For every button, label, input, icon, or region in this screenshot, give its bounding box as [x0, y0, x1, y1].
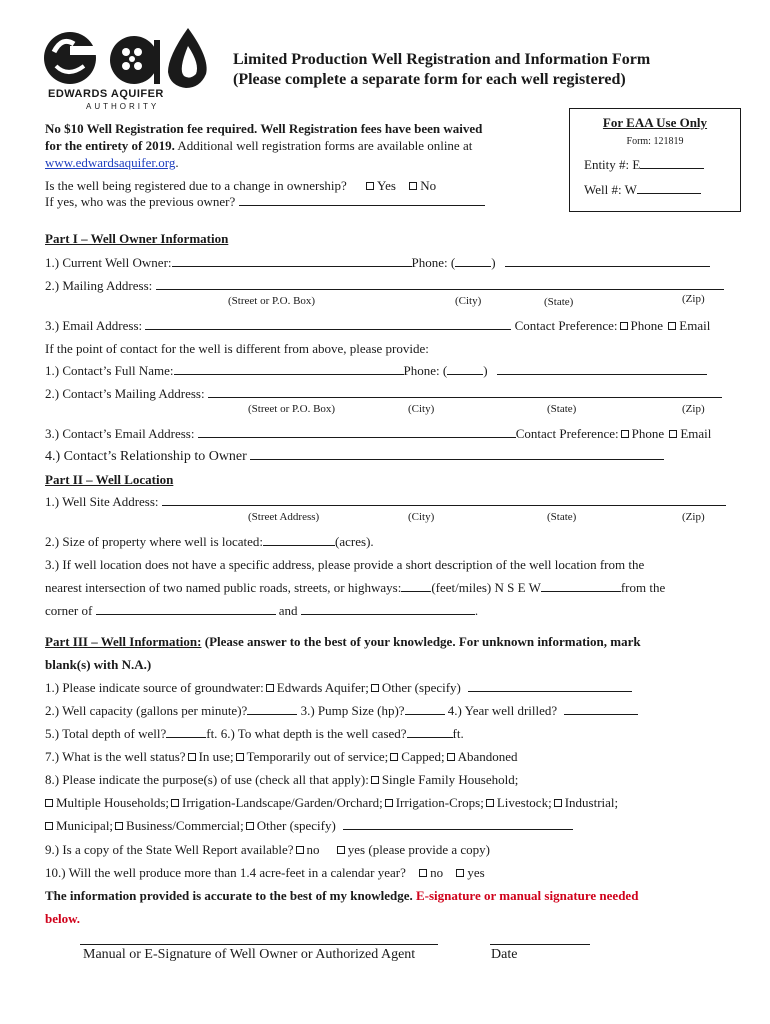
city-hint: (City): [455, 295, 482, 307]
well-report-no-label: no: [306, 842, 320, 857]
purpose-business-checkbox[interactable]: [115, 822, 123, 830]
purpose-multiple-checkbox[interactable]: [45, 799, 53, 807]
purpose-livestock-label: Livestock;: [496, 795, 552, 810]
phone-label: Phone: (: [411, 255, 456, 270]
contact-mailing-row: [45, 386, 722, 402]
ownership-no-checkbox[interactable]: [409, 182, 417, 190]
purpose-irr-landscape-label: Irrigation-Landscape/Garden/Orchard;: [182, 795, 383, 810]
contact-phone-field[interactable]: [497, 364, 707, 375]
status-in-use-checkbox[interactable]: [188, 753, 196, 761]
previous-owner-label: If yes, who was the previous owner?: [45, 194, 236, 209]
contact-email-field[interactable]: [198, 427, 516, 438]
part-3-heading: [45, 634, 641, 650]
previous-owner-field[interactable]: [239, 195, 485, 206]
eaa-use-only-box: [569, 108, 741, 212]
status-abandoned-label: Abandoned: [457, 749, 518, 764]
depth-row: [45, 726, 464, 742]
groundwater-source-label: 1.) Please indicate source of groundwater:: [45, 680, 264, 695]
eaa-box-form-number: Form: 121819: [626, 136, 684, 147]
contact-email-label: 3.) Contact’s Email Address:: [45, 426, 195, 441]
other-source-checkbox[interactable]: [371, 684, 379, 692]
relationship-field[interactable]: [250, 449, 664, 460]
current-owner-field[interactable]: [172, 256, 412, 267]
email-label: 3.) Email Address:: [45, 318, 143, 333]
ownership-change-question: [45, 178, 436, 194]
contact-zip-hint: (Zip): [682, 403, 705, 415]
pref-email-checkbox[interactable]: [668, 322, 676, 330]
total-depth-field[interactable]: [166, 727, 206, 738]
intersection-label: nearest intersection of two named public roads, streets, or highways:: [45, 580, 402, 595]
purpose-multiple-label: Multiple Households;: [56, 795, 170, 810]
purpose-industrial-label: Industrial;: [564, 795, 619, 810]
part-1-heading: Part I – Well Owner Information: [45, 231, 229, 246]
date-label: Date: [491, 947, 518, 962]
signature-required-notice-2: below.: [45, 911, 81, 926]
ownership-yes-checkbox[interactable]: [366, 182, 374, 190]
purpose-row-3: [45, 818, 573, 834]
contact-mailing-field[interactable]: [208, 387, 722, 398]
signature-label: Manual or E-Signature of Well Owner or Authorized Agent: [83, 947, 416, 962]
and-label: and: [278, 603, 298, 618]
location-description-line-1: 3.) If well location does not have a specific address, please provide a short description of the well location from the: [45, 557, 645, 572]
purpose-irr-crops-label: Irrigation-Crops;: [395, 795, 484, 810]
purpose-row-2: [45, 795, 618, 811]
purpose-business-label: Business/Commercial;: [126, 818, 244, 833]
capacity-row: [45, 703, 638, 719]
cased-depth-label: 6.) To what depth is the well cased?: [220, 726, 407, 741]
purpose-municipal-label: Municipal;: [56, 818, 114, 833]
acre-feet-label: 10.) Will the well produce more than 1.4 acre-feet in a calendar year?: [45, 865, 406, 880]
status-capped-label: Capped;: [401, 749, 445, 764]
status-temp-out-label: Temporarily out of service;: [246, 749, 389, 764]
well-report-yes-label: yes (please provide a copy): [347, 842, 491, 857]
year-drilled-field[interactable]: [564, 704, 638, 715]
status-temp-out-checkbox[interactable]: [236, 753, 244, 761]
property-size-field[interactable]: [263, 535, 335, 546]
acres-label: (acres).: [335, 534, 374, 549]
purpose-irr-crops-checkbox[interactable]: [385, 799, 393, 807]
previous-owner-row: [45, 194, 485, 210]
eaa-box-heading: For EAA Use Only: [602, 115, 708, 130]
well-report-no-checkbox[interactable]: [296, 846, 304, 854]
pref-phone-label: Phone: [630, 318, 664, 333]
contact-name-row: [45, 363, 707, 379]
yes-label: Yes: [377, 178, 396, 193]
relationship-row: [45, 449, 664, 465]
purpose-label: 8.) Please indicate the purpose(s) of use (check all that apply):: [45, 772, 369, 787]
mailing-address-label: 2.) Mailing Address:: [45, 278, 153, 293]
year-drilled-label: 4.) Year well drilled?: [447, 703, 558, 718]
contact-city-hint: (City): [408, 403, 435, 415]
property-size-label: 2.) Size of property where well is located:: [45, 534, 264, 549]
purpose-single-family-checkbox[interactable]: [371, 776, 379, 784]
well-site-field[interactable]: [162, 495, 726, 506]
website-line: [45, 155, 179, 171]
ownership-question-text: Is the well being registered due to a change in ownership?: [45, 178, 347, 193]
eaa-logo: [40, 22, 210, 112]
contact-state-hint: (State): [547, 403, 577, 415]
zip-hint: (Zip): [682, 293, 705, 305]
contact-email-row: [45, 426, 711, 442]
well-status-row: [45, 749, 518, 765]
well-number-field[interactable]: [584, 182, 701, 198]
purpose-other-label: Other (specify): [256, 818, 336, 833]
acre-feet-row: [45, 865, 485, 881]
email-field[interactable]: [145, 319, 511, 330]
purpose-single-family-label: Single Family Household;: [381, 772, 519, 787]
status-capped-checkbox[interactable]: [390, 753, 398, 761]
email-row: [45, 318, 710, 334]
part-2-heading: Part II – Well Location: [45, 472, 174, 487]
distance-field[interactable]: [401, 581, 431, 592]
well-report-row: [45, 842, 490, 858]
purpose-livestock-checkbox[interactable]: [486, 799, 494, 807]
mailing-address-field[interactable]: [156, 279, 724, 290]
status-abandoned-checkbox[interactable]: [447, 753, 455, 761]
part-3-note-2: blank(s) with N.A.): [45, 657, 152, 672]
well-label: Well #: W: [584, 182, 637, 197]
forms-online-text: Additional well registration forms are available online at: [177, 138, 473, 153]
fee-waiver-notice: No $10 Well Registration fee required. Well Registration fees have been waived: [45, 121, 483, 136]
pump-size-field[interactable]: [405, 704, 445, 715]
acre-feet-no-checkbox[interactable]: [419, 869, 427, 877]
property-size-row: [45, 534, 374, 550]
contact-pref-email-label: Email: [680, 426, 712, 441]
acre-feet-yes-checkbox[interactable]: [456, 869, 464, 877]
acre-feet-no-label: no: [430, 865, 444, 880]
different-contact-note: If the point of contact for the well is different from above, please provide:: [45, 341, 429, 356]
pref-phone-checkbox[interactable]: [620, 322, 628, 330]
pump-size-label: 3.) Pump Size (hp)?: [300, 703, 405, 718]
purpose-industrial-checkbox[interactable]: [554, 799, 562, 807]
fee-waiver-line-2: [45, 138, 472, 154]
state-hint: (State): [544, 296, 574, 308]
purpose-other-field[interactable]: [343, 819, 573, 830]
other-source-label: Other (specify): [381, 680, 461, 695]
site-zip-hint: (Zip): [682, 511, 705, 523]
corner-period: .: [474, 603, 479, 618]
corner-road-2-field[interactable]: [301, 604, 475, 615]
contact-name-field[interactable]: [174, 364, 404, 375]
relationship-label: 4.) Contact’s Relationship to Owner: [45, 449, 247, 464]
fee-waiver-year: for the entirety of 2019.: [45, 138, 175, 153]
total-depth-unit: ft.: [206, 726, 218, 741]
certification-text: The information provided is accurate to the best of my knowledge.: [45, 888, 413, 903]
well-status-label: 7.) What is the well status?: [45, 749, 186, 764]
logo-sub: AUTHORITY: [86, 102, 160, 111]
site-city-hint: (City): [408, 511, 435, 523]
purpose-irr-landscape-checkbox[interactable]: [171, 799, 179, 807]
contact-pref-phone-checkbox[interactable]: [621, 430, 629, 438]
contact-name-label: 1.) Contact’s Full Name:: [45, 363, 174, 378]
direction-label: (feet/miles) N S E W: [431, 580, 541, 595]
purpose-row-1: [45, 772, 518, 788]
website-link[interactable]: www.edwardsaquifer.org: [45, 155, 176, 170]
pref-email-label: Email: [679, 318, 711, 333]
edwards-aquifer-label: Edwards Aquifer;: [276, 680, 369, 695]
edwards-aquifer-checkbox[interactable]: [266, 684, 274, 692]
title-line-2: (Please complete a separate form for each well registered): [233, 71, 626, 88]
well-report-yes-checkbox[interactable]: [337, 846, 345, 854]
entity-number-field[interactable]: [584, 157, 704, 173]
part-3-note: (Please answer to the best of your knowledge. For unknown information, mark: [204, 634, 641, 649]
from-the-label: from the: [620, 580, 666, 595]
site-state-hint: (State): [547, 511, 577, 523]
corner-row: [45, 603, 478, 619]
contact-mailing-label: 2.) Contact’s Mailing Address:: [45, 386, 205, 401]
period: .: [175, 155, 179, 170]
site-street-hint: (Street Address): [248, 511, 320, 523]
part-3-title: Part III – Well Information:: [45, 634, 202, 649]
direction-field[interactable]: [541, 581, 621, 592]
date-field[interactable]: [490, 944, 590, 945]
well-capacity-label: 2.) Well capacity (gallons per minute)?: [45, 703, 248, 718]
contact-pref-email-checkbox[interactable]: [669, 430, 677, 438]
total-depth-label: 5.) Total depth of well?: [45, 726, 167, 741]
logo-name: EDWARDS AQUIFER: [48, 88, 164, 100]
signature-required-notice: E-signature or manual signature needed: [415, 888, 639, 903]
corner-road-1-field[interactable]: [96, 604, 276, 615]
phone-paren: ): [491, 255, 496, 270]
form-title: [233, 50, 650, 90]
groundwater-source-row: [45, 680, 632, 696]
certification-line: [45, 888, 638, 904]
other-source-field[interactable]: [468, 681, 632, 692]
mailing-address-row: [45, 278, 724, 294]
purpose-other-checkbox[interactable]: [246, 822, 254, 830]
contact-area-code-field[interactable]: [447, 364, 483, 375]
title-line-1: Limited Production Well Registration and Information Form: [233, 51, 651, 68]
cased-depth-unit: ft.: [452, 726, 464, 741]
street-hint: (Street or P.O. Box): [228, 295, 316, 307]
location-description-row: [45, 580, 665, 596]
well-capacity-field[interactable]: [247, 704, 297, 715]
owner-area-code-field[interactable]: [455, 256, 491, 267]
current-owner-label: 1.) Current Well Owner:: [45, 255, 172, 270]
contact-phone-label: Phone: (: [403, 363, 448, 378]
contact-pref-phone-label: Phone: [631, 426, 665, 441]
cased-depth-field[interactable]: [407, 727, 453, 738]
signature-field[interactable]: [80, 944, 438, 945]
well-report-label: 9.) Is a copy of the State Well Report available?: [45, 842, 294, 857]
status-in-use-label: In use;: [198, 749, 234, 764]
contact-phone-paren: ): [483, 363, 488, 378]
corner-of-label: corner of: [45, 603, 93, 618]
well-site-row: [45, 494, 726, 510]
entity-label: Entity #: E: [584, 157, 641, 172]
contact-preference-label: Contact Preference:: [514, 318, 618, 333]
owner-phone-field[interactable]: [505, 256, 710, 267]
contact-pref-label: Contact Preference:: [515, 426, 619, 441]
acre-feet-yes-label: yes: [467, 865, 485, 880]
contact-street-hint: (Street or P.O. Box): [248, 403, 336, 415]
no-label: No: [420, 178, 437, 193]
current-owner-row: [45, 255, 710, 271]
purpose-municipal-checkbox[interactable]: [45, 822, 53, 830]
well-site-label: 1.) Well Site Address:: [45, 494, 159, 509]
eaa-logo-icon: [40, 22, 210, 92]
